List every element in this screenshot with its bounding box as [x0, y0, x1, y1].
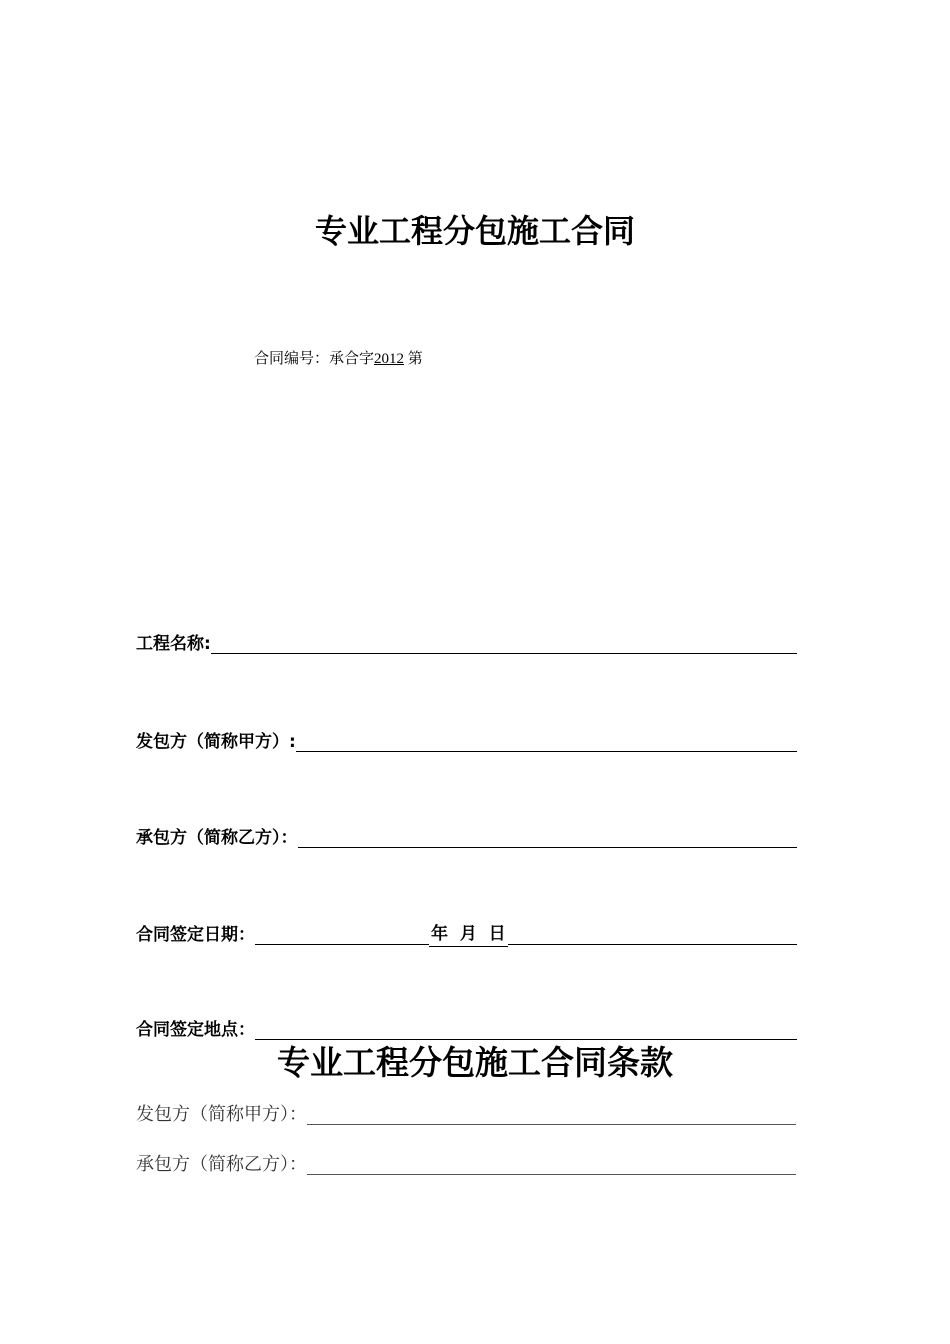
party-a-field: [136, 730, 797, 754]
terms-title: 专业工程分包施工合同条款: [277, 1043, 673, 1082]
terms-party-b: [136, 1152, 796, 1178]
project-name-field: [136, 632, 797, 656]
terms-party-b-label: 承包方（简称乙方）：: [136, 1154, 307, 1175]
project-name-blank[interactable]: [211, 635, 797, 654]
project-name-label: 工程名称:: [136, 634, 211, 654]
contract-number-suffix: 第: [407, 351, 423, 367]
party-a-label: 发包方（简称甲方）:: [136, 732, 296, 752]
contract-number: [254, 348, 423, 370]
terms-party-b-blank[interactable]: [307, 1156, 796, 1175]
party-b-field: [136, 826, 797, 850]
sign-date-blank-left[interactable]: [255, 925, 429, 947]
sign-place-blank[interactable]: [255, 1021, 797, 1040]
contract-number-year: 2012: [374, 351, 405, 367]
party-b-blank[interactable]: [298, 829, 798, 848]
terms-party-a-blank[interactable]: [307, 1106, 796, 1125]
contract-number-prefix: 合同编号：承合字: [254, 351, 375, 367]
sign-date-units: 年 月 日: [429, 922, 508, 947]
terms-party-a: [136, 1102, 796, 1128]
sign-place-label: 合同签定地点：: [136, 1020, 255, 1040]
contract-title: 专业工程分包施工合同: [314, 212, 635, 250]
sign-date-label: 合同签定日期：: [136, 925, 255, 945]
sign-date-blank-right[interactable]: [508, 926, 797, 945]
party-a-blank[interactable]: [296, 733, 797, 752]
party-b-label: 承包方（简称乙方）：: [136, 828, 298, 848]
terms-party-a-label: 发包方（简称甲方）：: [136, 1104, 307, 1125]
sign-date-field: [136, 922, 797, 947]
sign-place-field: [136, 1018, 797, 1042]
